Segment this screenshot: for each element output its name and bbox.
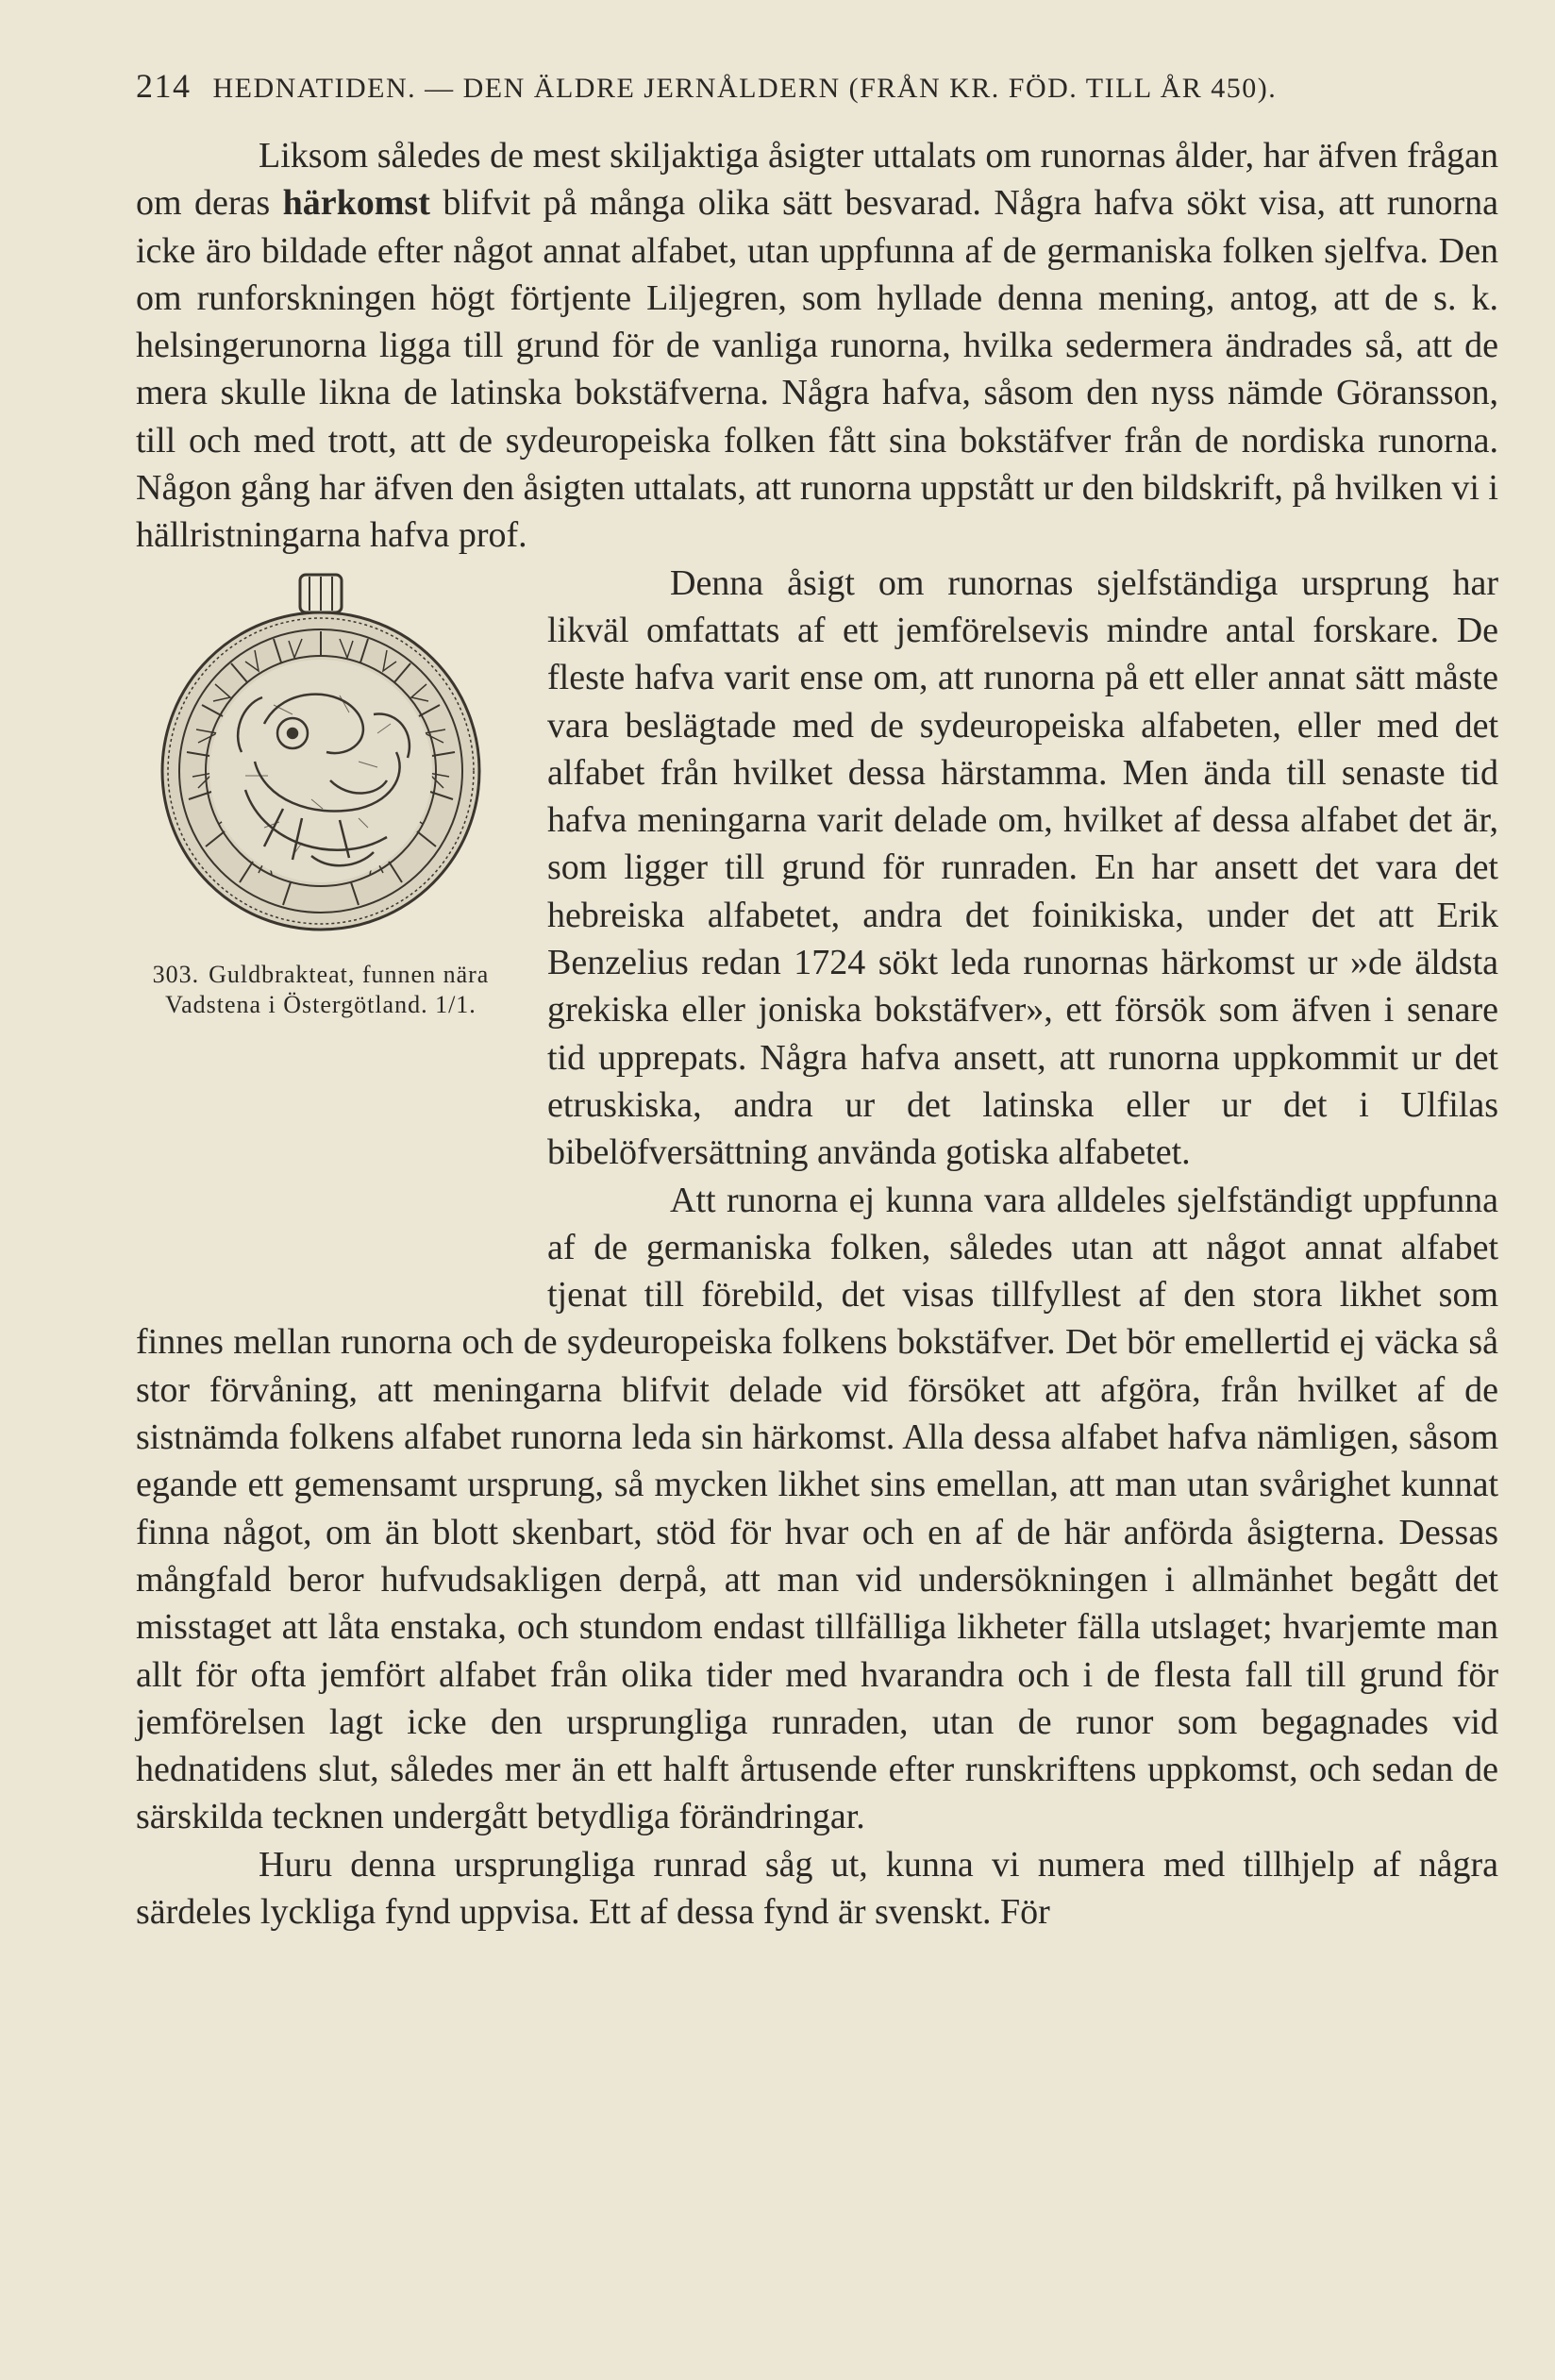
page-number: 214 [136,67,192,105]
paragraph-1 [136,132,1498,560]
figure-caption [123,960,519,1020]
emphasized-word: härkomst [282,183,430,224]
body-text [136,132,1498,1936]
figure-303 [123,560,519,1277]
paragraph-4: Huru denna ursprungliga runrad såg ut, kunna vi numera med tillhjelp af några särdeles lyckliga fynd uppvisa. Ett af dessa fynd är svenskt. För [136,1844,1498,1932]
running-title: HEDNATIDEN. — DEN ÄLDRE JERNÅLDERN (FRÅN KR. FÖD. TILL ÅR 450). [212,73,1278,104]
gold-bracteate-illustration [151,573,491,931]
running-header [136,66,1495,106]
paragraph-1-rest: blifvit på många olika sätt besvarad. Några hafva sökt visa, att runorna icke äro bildade efter något annat alfabet, utan uppfunna af de germaniska folken sjelfva. Den om runforskningen högt förtjente Liljegren, som hyllade denna mening, antog, att de s. k. helsingerunorna ligga till grund för de vanliga runorna, hvilka sedermera ändrades så, att de mera skulle likna de latinska bokstäfverna. Några hafva, såsom den nyss nämde Göransson, till och med trott, att de sydeuropeiska folken fått sina bokstäfver från de nordiska runorna. Någon gång har äfven den åsigten uttalats, att runorna uppstått ur den bildskrift, på hvilken vi i hällristningarna hafva prof. [136,183,1499,556]
figure-caption-text: Guldbrakteat, funnen nära Vadstena i Östergötland. 1/1. [165,960,490,1018]
paragraph-2: Denna åsigt om runornas sjelfständiga ursprung har likväl omfattats af ett jemförelsevis mindre antal forskare. De fleste hafva varit ense om, att runorna på ett eller annat sätt måste vara beslägtade med de sydeuropeiska alfabeten, eller med det alfabet från hvilket dessa härstamma. Men ända till senaste tid hafva meningarna varit delade om, hvilket af dessa alfabet det är, som ligger till grund för runraden. En har ansett det vara det hebreiska alfabetet, andra det foinikiska, under det att Erik Benzelius redan 1724 sökt leda runornas härkomst ur »de äldsta grekiska eller joniska bokstäfver», ett försök som äfven i senare tid upprepats. Några hafva ansett, att runorna uppkommit ur det etruskiska, andra ur det latinska eller ur det i Ulfilas bibelöfversättning använda gotiska alfabetet. [547,562,1498,1173]
paragraph-3: Att runorna ej kunna vara alldeles sjelfständigt uppfunna af de germaniska folken, således utan att något annat alfabet tjenat till förebild, det visas tillfyllest af den stora likhet som finnes mellan runorna och de sydeuropeiska folkens bokstäfver. Det bör emellertid ej väcka så stor förvåning, att meningarna blifvit delade vid försöket att afgöra, från hvilket af de sistnämda folkens alfabet runorna leda sin härkomst. Alla dessa alfabet hafva nämligen, såsom egande ett gemensamt ursprung, så mycken likhet sins emellan, att man utan svårighet kunnat finna något, om än blott skenbart, stöd för hvar och en af de här anförda åsigterna. Dessas mångfald beror hufvudsakligen derpå, att man vid undersökningen i allmänhet begått det misstaget att låta enstaka, och stundom endast tillfälliga likheter fälla utslaget; hvarjemte man allt för ofta jemfört alfabet från olika tider med hvarandra och i de flesta fall till grund för jemförelsen lagt icke den ursprungliga runraden, utan de runor som begagnades vid hednatidens slut, således mer än ett halft årtusende efter runskriftens uppkomst, och sedan de särskilda tecknen undergått betydliga förändringar. [136,1180,1498,1837]
figure-number: 303. [152,960,200,988]
paragraph-1-start: Liksom således de mest skiljaktiga åsigter uttalats om runornas ålder, har äfven frågan om deras [136,136,1498,224]
